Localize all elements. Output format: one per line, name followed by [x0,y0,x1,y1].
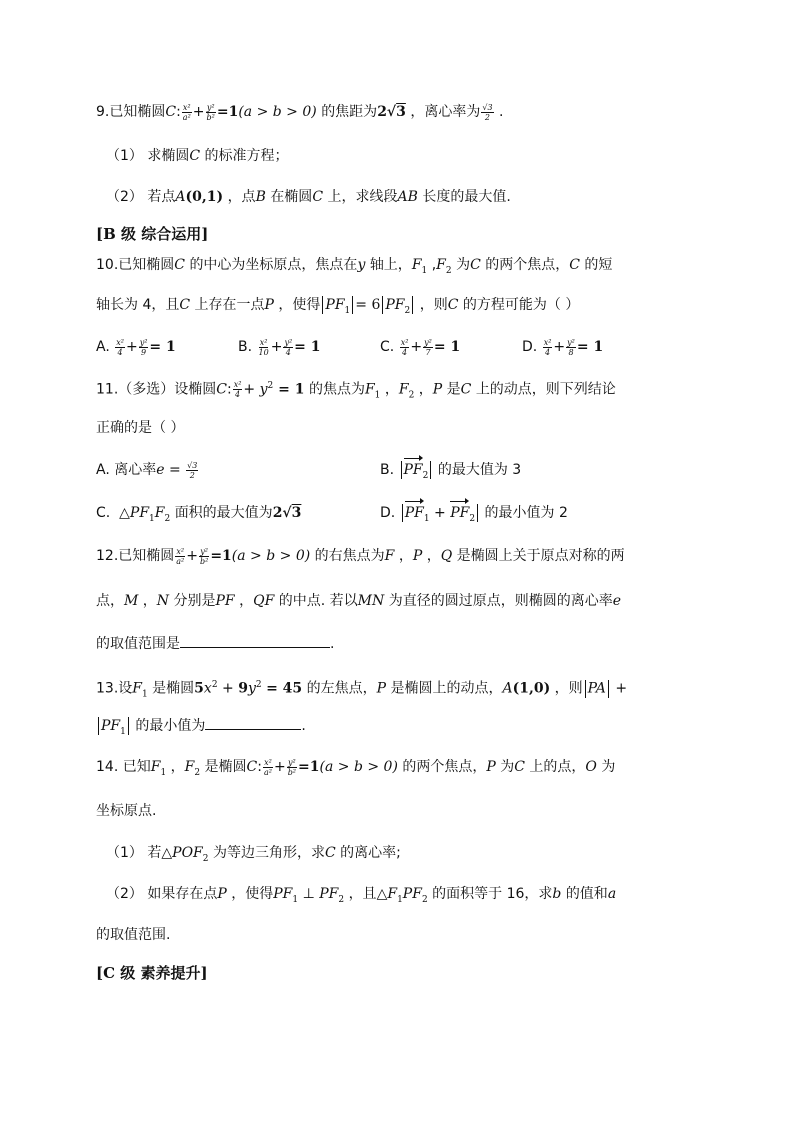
q9-part2: （2） 若点A(0,1) ，点B 在椭圆C 上，求线段AB 长度的最大值. [106,189,511,205]
section-b-heading: [B 级 综合运用] [96,225,209,243]
q10-option-d[interactable]: D. $\frac{\text{x²}}{4}$ + $\frac{\text{y²}}{8}$ = 1 [522,337,604,357]
q10-option-c[interactable]: C. $\frac{\text{x²}}{4}$ + $\frac{\text{y²}}{7}$ = 1 [380,337,461,357]
q14-line2: 坐标原点. [96,803,157,819]
q9-stem: 9.已知椭圆C: $\frac{\text{x²}}{\text{a²}}$ + $\frac{\text{y²}}{\text{b²}}$ =1(a > b > 0) 的焦距为2√3 ，离心率为 $\frac{√3}{2}$ . [96,102,504,122]
q13-answer-blank[interactable] [205,715,301,730]
q11-line2: 正确的是（ ） [96,420,185,436]
q14-part2: （2） 如果存在点P ，使得$PF_1$ ⊥ $PF_2$ ，且$\triangle F_1PF_2$ 的面积等于 16，求b 的值和a [106,886,617,905]
q14-part1: （1） 若$\triangle POF_2$ 为等边三角形，求C 的离心率; [106,845,401,864]
q11-option-c[interactable]: C. $\triangle PF_1F_2$ 面积的最大值为2√3 [96,505,302,524]
q12-line2: 点，M ，N 分别是PF ，QF 的中点. 若以MN 为直径的圆过原点，则椭圆的离心率e [96,593,621,609]
q12-line3: 的取值范围是 . [96,633,334,654]
q13-line1: 13.设$F_1$ 是椭圆$5x^2 + 9y^2 = 45$ 的左焦点，P 是椭圆上的动点，A(1,0) ，则 PA + [96,680,628,700]
q12-line1: 12.已知椭圆 $\frac{\text{x²}}{\text{a²}}$ + $\frac{\text{y²}}{\text{b²}}$ =1(a > b > 0) 的右焦点为F ，P ，Q 是椭圆上关于原点对称的两 [96,546,625,566]
q13-line2: $PF_1$ 的最小值为 . [96,715,306,742]
q11-option-b[interactable]: B. $PF_2$ 的最大值为 3 [380,462,522,481]
q14-line-last: 的取值范围. [96,927,171,943]
q10-option-a[interactable]: A. $\frac{\text{x²}}{4}$ + $\frac{\text{y²}}{9}$ = 1 [96,337,176,357]
q10-line1: 10.已知椭圆C 的中心为坐标原点，焦点在y 轴上，$F_1$ $,F_2$ 为C 的两个焦点，C 的短 [96,257,613,276]
q14-line1: 14. 已知$F_1$ ，$F_2$ 是椭圆C: $\frac{\text{x²}}{\text{a²}}$ + $\frac{\text{y²}}{\text{b²}}$ =1(a > b > 0) 的两个焦点，P 为C 上的点，O 为 [96,757,616,778]
q11-line1: 11.（多选）设椭圆C: $\frac{\text{x²}}{4}$ + $y^2 = 1$ 的焦点为$F_1$ ，$F_2$ ，P 是C 上的动点，则下列结论 [96,380,616,401]
section-c-heading: [C 级 素养提升] [96,964,208,982]
q9-part1: （1） 求椭圆C 的标准方程； [106,148,289,164]
q11-option-d[interactable]: D. $PF_1 + PF_2$ 的最小值为 2 [380,505,568,524]
q10-option-b[interactable]: B. $\frac{\text{x²}}{10}$ + $\frac{\text{y²}}{4}$ = 1 [238,337,321,357]
q11-option-a[interactable]: A. 离心率e = $\frac{√3}{2}$ [96,460,198,480]
q12-answer-blank[interactable] [180,633,330,648]
q10-line2: 轴长为 4，且C 上存在一点P ，使得 $PF_1 = 6$ $PF_2$ ，则C 的方程可能为（ ） [96,297,580,316]
